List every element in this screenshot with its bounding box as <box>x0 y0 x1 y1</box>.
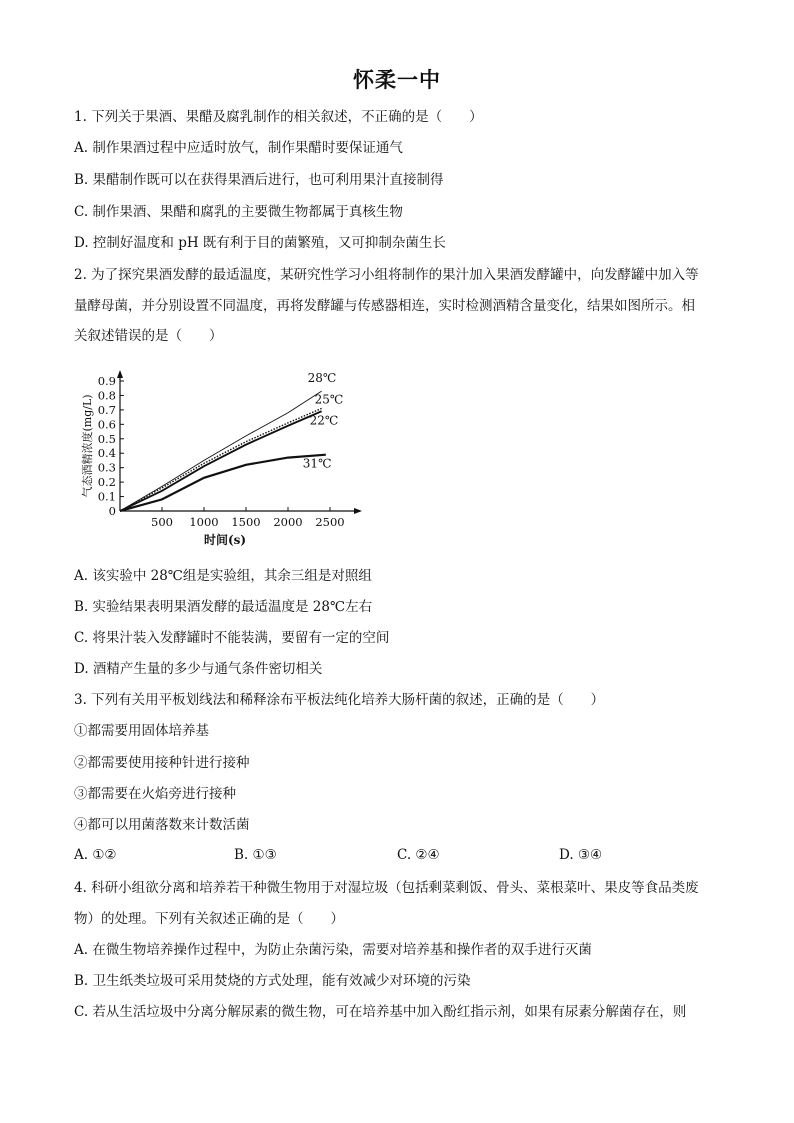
q3-option-b: B. ①③ <box>234 847 277 863</box>
q1-option-a: A. 制作果酒过程中应适时放气，制作果醋时要保证通气 <box>74 140 403 156</box>
y-tick-label: 0.2 <box>97 475 116 490</box>
y-axis-arrow <box>117 370 123 378</box>
q3-statement-1: ①都需要用固体培养基 <box>74 723 209 739</box>
q2-option-a: A. 该实验中 28℃组是实验组，其余三组是对照组 <box>74 568 372 584</box>
y-tick-label: 0.3 <box>97 460 116 475</box>
q2-option-c: C. 将果汁装入发酵罐时不能装满，要留有一定的空间 <box>74 630 390 646</box>
y-tick-label: 0.5 <box>97 431 116 446</box>
q4-option-c: C. 若从生活垃圾中分离分解尿素的微生物，可在培养基中加入酚红指示剂，如果有尿素分解菌存在，则 <box>74 1004 687 1020</box>
q3-statement-2: ②都需要使用接种针进行接种 <box>74 755 250 771</box>
q3-option-c: C. ②④ <box>397 847 440 863</box>
q3-statement-4: ④都可以用菌落数来计数活菌 <box>74 817 250 833</box>
q2-option-d: D. 酒精产生量的多少与通气条件密切相关 <box>74 661 323 677</box>
series-label-31c: 31℃ <box>302 456 332 471</box>
series-label-28c: 28℃ <box>307 371 337 386</box>
q4-stem-line-1: 4. 科研小组欲分离和培养若干种微生物用于对湿垃圾（包括剩菜剩饭、骨头、菜根菜叶、果皮等食品类废 <box>74 880 699 896</box>
q1-option-b: B. 果醋制作既可以在获得果酒后进行，也可利用果汁直接制得 <box>74 172 444 188</box>
y-tick-label: 0.6 <box>97 417 116 432</box>
x-axis-label: 时间(s) <box>203 533 247 547</box>
q1-option-c: C. 制作果酒、果醋和腐乳的主要微生物都属于真核生物 <box>74 204 403 220</box>
q3-option-a: A. ①② <box>74 847 117 863</box>
y-tick-label: 0.4 <box>97 446 116 461</box>
page-title: 怀柔一中 <box>353 67 441 92</box>
y-tick-label: 0.9 <box>97 374 116 388</box>
series-label-22c: 22℃ <box>309 413 339 428</box>
q2-stem-line-1: 2. 为了探究果酒发酵的最适温度，某研究性学习小组将制作的果汁加入果酒发酵罐中，向发酵罐中加入等 <box>74 267 699 283</box>
q3-statement-3: ③都需要在火焰旁进行接种 <box>74 786 236 802</box>
q3-stem: 3. 下列有关用平板划线法和稀释涂布平板法纯化培养大肠杆菌的叙述，正确的是（ ） <box>74 692 605 708</box>
x-tick-label: 2000 <box>273 515 303 529</box>
series-line-22c <box>120 411 322 511</box>
q1-stem: 1. 下列关于果酒、果醋及腐乳制作的相关叙述，不正确的是（ ） <box>74 109 483 125</box>
q4-option-a: A. 在微生物培养操作过程中，为防止杂菌污染，需要对培养基和操作者的双手进行灭菌 <box>74 942 592 958</box>
q1-option-d: D. 控制好温度和 pH 既有利于目的菌繁殖，又可抑制杂菌生长 <box>74 235 446 251</box>
x-tick-label: 1500 <box>231 515 261 529</box>
y-tick-label: 0.7 <box>97 402 116 417</box>
x-axis-arrow <box>354 508 362 514</box>
q4-stem-line-2: 物）的处理。下列有关叙述正确的是（ ） <box>74 911 344 927</box>
x-tick-label: 2500 <box>315 515 345 529</box>
chart-series <box>120 391 326 511</box>
y-tick-label: 0 <box>108 504 116 518</box>
y-tick-label: 0.8 <box>97 388 116 403</box>
x-tick-label: 1000 <box>189 515 219 529</box>
y-tick-label: 0.1 <box>97 489 116 504</box>
q4-option-b: B. 卫生纸类垃圾可采用焚烧的方式处理，能有效减少对环境的污染 <box>74 973 471 989</box>
series-label-25c: 25℃ <box>314 392 344 407</box>
x-tick-label: 500 <box>151 515 173 529</box>
series-line-31c <box>120 455 326 511</box>
q3-option-d: D. ③④ <box>559 847 603 863</box>
y-axis-label: 气态酒精浓度(mg/L) <box>81 394 94 498</box>
q2-option-b: B. 实验结果表明果酒发酵的最适温度是 28℃左右 <box>74 599 373 615</box>
series-line-28c <box>120 391 322 511</box>
q2-stem-line-3: 关叙述错误的是（ ） <box>74 328 223 344</box>
q2-stem-line-2: 量酵母菌，并分别设置不同温度，再将发酵罐与传感器相连，实时检测酒精含量变化，结果如图所示。相 <box>74 298 695 314</box>
alcohol-concentration-chart <box>74 364 374 550</box>
